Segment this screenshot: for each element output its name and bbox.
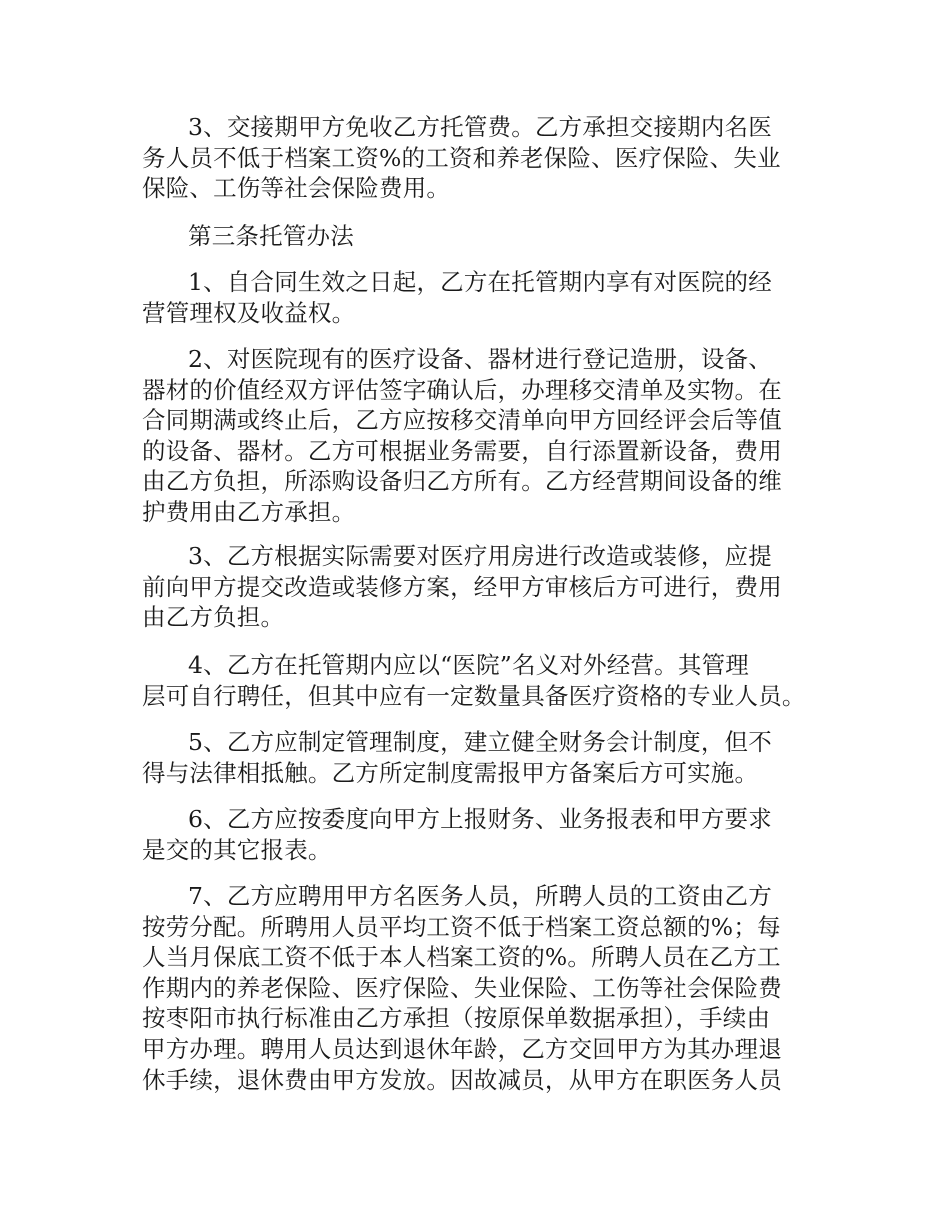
paragraph-line: 得与法律相抵触。乙方所定制度需报甲方备案后方可实施。 [142, 758, 759, 787]
paragraph-line: 护费用由乙方承担。 [142, 497, 356, 526]
paragraph-line: 保险、工伤等社会保险费用。 [142, 174, 451, 203]
paragraph-line: 4、乙方在托管期内应以“医院”名义对外经营。其管理 [188, 651, 749, 679]
paragraph-line: 1、自合同生效之日起，乙方在托管期内享有对医院的经 [188, 268, 772, 296]
paragraph-item-6 [142, 804, 822, 865]
paragraph-line: 休手续，退休费由甲方发放。因故减员，从甲方在职医务人员 [142, 1065, 782, 1094]
paragraph-line: 6、乙方应按委度向甲方上报财务、业务报表和甲方要求 [188, 805, 772, 833]
paragraph-line: 按劳分配。所聘用人员平均工资不低于档案工资总额的%；每 [142, 912, 781, 941]
paragraph-item-1 [142, 267, 822, 328]
paragraph-line: 7、乙方应聘用甲方名医务人员，所聘人员的工资由乙方 [188, 882, 772, 910]
paragraph-clause-3-handover [142, 112, 822, 204]
paragraph-line: 5、乙方应制定管理制度，建立健全财务会计制度，但不 [188, 728, 772, 756]
paragraph-line: 2、对医院现有的医疗设备、器材进行登记造册，设备、 [188, 345, 772, 373]
paragraph-item-4 [142, 650, 822, 711]
section-heading-article-3 [142, 221, 822, 252]
paragraph-line: 由乙方负担。 [142, 603, 285, 632]
paragraph-line: 的设备、器材。乙方可根据业务需要，自行添置新设备，费用 [142, 436, 782, 465]
paragraph-line: 器材的价值经双方评估签字确认后，办理移交清单及实物。在 [142, 375, 782, 404]
paragraph-line: 3、乙方根据实际需要对医疗用房进行改造或装修，应提 [188, 542, 772, 570]
paragraph-line: 务人员不低于档案工资%的工资和养老保险、医疗保险、失业 [142, 143, 781, 172]
paragraph-line: 作期内的养老保险、医疗保险、失业保险、工伤等社会保险费 [142, 973, 782, 1002]
paragraph-line: 按枣阳市执行标准由乙方承担（按原保单数据承担），手续由 [142, 1004, 771, 1033]
paragraph-line: 是交的其它报表。 [142, 835, 332, 864]
paragraph-line: 合同期满或终止后，乙方应按移交清单向甲方回经评会后等值 [142, 406, 782, 435]
paragraph-item-5 [142, 727, 822, 788]
paragraph-line: 3、交接期甲方免收乙方托管费。乙方承担交接期内名医 [188, 113, 772, 141]
paragraph-line: 层可自行聘任，但其中应有一定数量具备医疗资格的专业人员。 [142, 681, 806, 710]
paragraph-line: 甲方办理。聘用人员达到退休年龄，乙方交回甲方为其办理退 [142, 1034, 782, 1063]
section-heading-text: 第三条托管办法 [188, 222, 354, 250]
paragraph-item-7 [142, 881, 822, 1095]
paragraph-line: 由乙方负担，所添购设备归乙方所有。乙方经营期间设备的维 [142, 467, 782, 496]
paragraph-line: 营管理权及收益权。 [142, 298, 356, 327]
paragraph-item-2 [142, 344, 822, 528]
paragraph-line: 人当月保底工资不低于本人档案工资的%。所聘人员在乙方工 [142, 943, 781, 972]
paragraph-item-3 [142, 541, 822, 633]
paragraph-line: 前向甲方提交改造或装修方案，经甲方审核后方可进行，费用 [142, 572, 782, 601]
